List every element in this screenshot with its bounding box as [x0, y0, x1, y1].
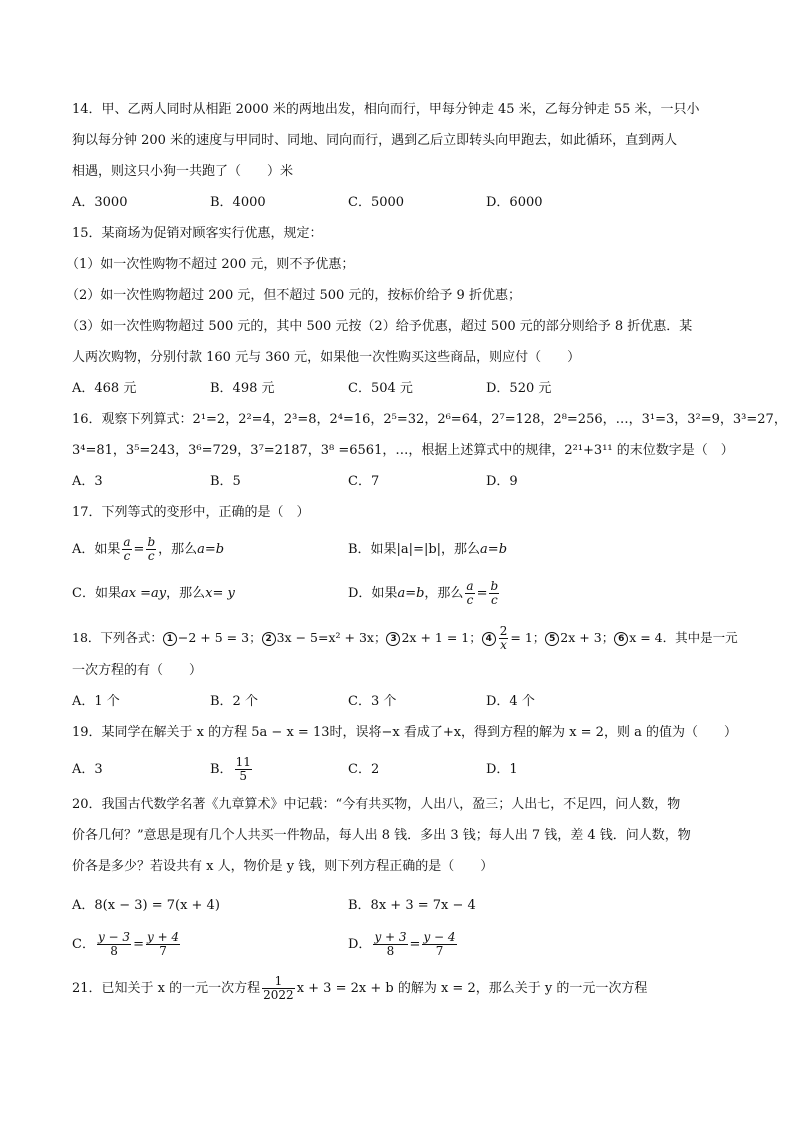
q14-option-b: B．4000 — [210, 195, 266, 210]
q15-line4: （3）如一次性购物超过 500 元的，其中 500 元按（2）给予优惠，超过 500 元的部分则给予 8 折优惠．某 — [66, 319, 693, 334]
circled-number-6: 6 — [614, 632, 628, 646]
fraction-b-over-c: $\frac{b}{c}$ — [147, 535, 156, 563]
q16-option-c: C．7 — [348, 474, 380, 489]
fraction-b-over-c: $\frac{b}{c}$ — [490, 579, 499, 607]
q15-option-d: D．520 元 — [486, 381, 552, 396]
q15-line3: （2）如一次性购物超过 200 元，但不超过 500 元的，按标价给予 9 折优惠； — [66, 288, 521, 303]
circled-number-3: 3 — [386, 632, 400, 646]
q20-c-label: C． — [72, 937, 95, 952]
q18-option-b: B．2 个 — [210, 694, 258, 709]
q14-line3: 相遇，则这只小狗一共跑了（ ）米 — [72, 164, 294, 179]
q16-line2 — [72, 441, 734, 461]
q15-line2: （1）如一次性购物不超过 200 元，则不予优惠； — [66, 257, 355, 272]
fraction-c-right: $\frac{y + 4}{7}$ — [146, 930, 180, 958]
q20-d-label: D． — [348, 937, 372, 952]
q15-line1: 15．某商场为促销对顾客实行优惠，规定： — [72, 226, 323, 241]
q15-option-b: B．498 元 — [210, 381, 275, 396]
q16-question: 根据上述算式中的规律，2²¹+3¹¹ 的末位数字是（ ） — [421, 443, 734, 458]
q16-option-d: D．9 — [486, 474, 518, 489]
q18-line1: 18．下列各式： 1 −2 + 5 = 3； 2 3x − 5=x² + 3x； 3 2x + 1 = 1； 4 $\frac{2}{x}$ = 1； 5 2x + 3； 6 x = 4．其中是一元 — [72, 624, 738, 652]
q16-option-b: B．5 — [210, 474, 241, 489]
q18-suffix: ．其中是一元 — [662, 630, 738, 645]
q20-line2: 价各几何？”意思是现有几个人共买一件物品，每人出 8 钱．多出 3 钱；每人出 7 钱，差 4 钱．问人数，物 — [72, 828, 691, 843]
q18-option-d: D．4 个 — [486, 694, 535, 709]
q14-option-d: D．6000 — [486, 195, 543, 210]
circled-number-1: 1 — [163, 632, 177, 646]
q14-line2: 狗以每分钟 200 米的速度与甲同时、同地、同向而行，遇到乙后立即转头向甲跑去，如此循环，直到两人 — [72, 133, 678, 148]
q18-prefix: 18．下列各式： — [72, 630, 163, 645]
q19-option-c: C．2 — [348, 762, 380, 777]
q16-series-2: 2¹=2，2²=4，2³=8，2⁴=16，2⁵=32，2⁶=64，2⁷=128，2⁸=256，…，3¹=3，3²=9，3³=27， — [192, 412, 787, 427]
q17-b-end: a=b — [480, 542, 508, 557]
q19-stem: 19．某同学在解关于 x 的方程 5a − x = 13时，误将−x 看成了+x，得到方程的解为 x = 2，则 a 的值为（ ） — [72, 725, 737, 740]
q18-option-c: C．3 个 — [348, 694, 397, 709]
fraction-a-over-c: $\frac{a}{c}$ — [466, 579, 474, 607]
fraction-d-left: $\frac{y + 3}{8}$ — [374, 930, 407, 958]
q14-option-c: C．5000 — [348, 195, 405, 210]
q20-line3: 价各是多少？若设共有 x 人，物价是 y 钱，则下列方程正确的是（ ） — [72, 859, 494, 874]
q17-a-pre: A．如果 — [72, 542, 121, 557]
q14-line1: 14．甲、乙两人同时从相距 2000 米的两地出发，相向而行，甲每分钟走 45 米，乙每分钟走 55 米，一只小 — [72, 102, 700, 117]
fraction-1-over-2022: $\frac{1}{2022}$ — [263, 974, 294, 1002]
q21-post: x + 3 = 2x + b 的解为 x = 2，那么关于 y 的一元一次方程 — [296, 981, 648, 996]
q18-option-a: A．1 个 — [72, 694, 120, 709]
q17-d-pre: D．如果 — [348, 586, 398, 601]
q17-c-mid: ax =ay — [120, 586, 167, 601]
q19-option-a: A．3 — [72, 762, 103, 777]
q18-item-6: x = 4 — [629, 630, 663, 645]
q15-option-c: C．504 元 — [348, 381, 413, 396]
q17-d-mid: a=b — [397, 586, 425, 601]
circled-number-5: 5 — [545, 632, 559, 646]
fraction-2-over-x: $\frac{2}{x}$ — [499, 624, 508, 652]
q20-option-c: C． $\frac{y - 3}{8}$ = $\frac{y + 4}{7}$ — [72, 930, 180, 958]
q18-item-2: 3x − 5=x² + 3x — [276, 630, 374, 645]
q17-b-pre: B．如果|a|=|b|，那么 — [348, 542, 481, 557]
q17-c-pre: C．如果 — [72, 586, 121, 601]
q18-item-1: −2 + 5 = 3 — [177, 630, 250, 645]
q18-item-4: = 1 — [510, 630, 533, 645]
fraction-a-over-c: $\frac{a}{c}$ — [123, 535, 131, 563]
q18-item-5: 2x + 3 — [560, 630, 602, 645]
q17-c-post: ，那么 — [166, 586, 206, 601]
q17-stem: 17．下列等式的变形中，正确的是（ ） — [72, 505, 310, 520]
q21-line1 — [72, 972, 647, 1006]
q17-option-d: D．如果a=b，那么 $\frac{a}{c}$ = $\frac{b}{c}$ — [348, 579, 499, 607]
q18-item-3: 2x + 1 = 1 — [401, 630, 470, 645]
q15-option-a: A．468 元 — [72, 381, 137, 396]
q19-option-b — [210, 753, 254, 787]
fraction-d-right: $\frac{y - 4}{7}$ — [423, 930, 456, 958]
q17-d-post: ，那么 — [424, 586, 464, 601]
q15-line5: 人两次购物，分别付款 160 元与 360 元，如果他一次性购买这些商品，则应付（ ） — [72, 350, 581, 365]
q17-a-end: a=b — [197, 542, 225, 557]
q17-option-c — [72, 584, 235, 604]
fraction-c-left: $\frac{y - 3}{8}$ — [97, 930, 131, 958]
q16-line1 — [72, 410, 787, 430]
q20-option-b: B．8x + 3 = 7x − 4 — [348, 898, 476, 913]
circled-number-4: 4 — [482, 632, 496, 646]
q14-option-a: A．3000 — [72, 195, 128, 210]
q17-option-a: A．如果 $\frac{a}{c}$ = $\frac{b}{c}$ ，那么a=b — [72, 535, 225, 563]
q18-line2: 一次方程的有（ ） — [72, 663, 203, 678]
q20-line1: 20．我国古代数学名著《九章算术》中记载：“今有共买物，人出八，盈三；人出七，不足四，问人数，物 — [72, 797, 681, 812]
q16-series-3: 3⁴=81，3⁵=243，3⁶=729，3⁷=2187，3⁸ =6561，…， — [72, 443, 422, 458]
q21-pre: 21．已知关于 x 的一元一次方程 — [72, 981, 261, 996]
q20-option-a: A．8(x − 3) = 7(x + 4) — [72, 898, 220, 913]
q17-c-end: x= y — [205, 586, 235, 601]
q16-option-a: A．3 — [72, 474, 103, 489]
q19-b-label: B． — [210, 762, 233, 777]
circled-number-2: 2 — [262, 632, 276, 646]
q20-option-d: D． $\frac{y + 3}{8}$ = $\frac{y - 4}{7}$ — [348, 930, 456, 958]
q17-option-b — [348, 540, 507, 560]
q16-prefix: 16．观察下列算式： — [72, 412, 193, 427]
q17-a-post: ，那么 — [158, 542, 198, 557]
q19-option-d: D．1 — [486, 762, 518, 777]
fraction-11-over-5: $\frac{11}{5}$ — [235, 755, 251, 783]
